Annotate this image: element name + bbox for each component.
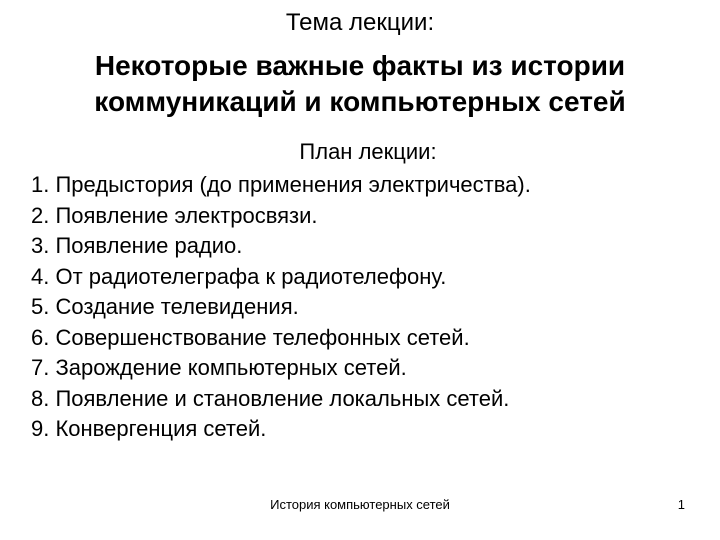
plan-item: 2. Появление электросвязи.	[31, 202, 318, 228]
plan-item: 9. Конвергенция сетей.	[31, 416, 267, 441]
plan-item: 8. Появление и становление локальных сетей.	[31, 385, 510, 411]
plan-label: План лекции:	[299, 139, 437, 164]
plan-item: 4. От радиотелеграфа к радиотелефону.	[31, 263, 447, 289]
page-number: 1	[677, 497, 685, 512]
footer-text: История компьютерных сетей	[270, 497, 450, 512]
plan-item: 3. Появление радио.	[31, 233, 243, 258]
slide-title-line-1: Некоторые важные факты из истории	[94, 50, 626, 81]
plan-item: 5. Создание телевидения.	[31, 294, 299, 319]
plan-item: 6. Совершенствование телефонных сетей.	[31, 324, 470, 350]
slide-title-line-2: коммуникаций и компьютерных сетей	[94, 86, 626, 117]
plan-item: 1. Предыстория (до применения электричества).	[31, 172, 531, 197]
slide-title	[20, 48, 700, 120]
plan-list	[31, 170, 701, 445]
topic-label: Тема лекции:	[285, 9, 435, 36]
plan-item: 7. Зарождение компьютерных сетей.	[31, 355, 407, 380]
